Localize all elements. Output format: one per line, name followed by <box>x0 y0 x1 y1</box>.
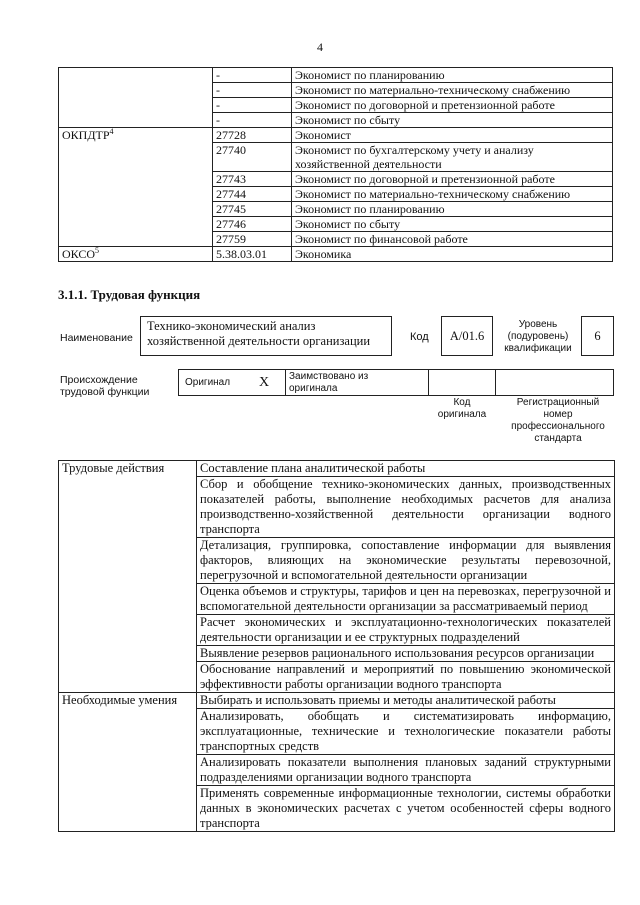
level-value: 6 <box>594 329 601 343</box>
occupation-name: Экономист по договорной и претензионной работе <box>292 98 613 113</box>
original-label: Оригинал <box>185 377 231 388</box>
footnote-mark: 4 <box>109 127 114 136</box>
occupation-name: Экономика <box>292 247 613 262</box>
list-item: Выбирать и использовать приемы и методы аналитической работы <box>197 693 615 709</box>
level-box <box>581 316 614 356</box>
classifier-code: - <box>213 83 292 98</box>
origin-row <box>178 369 614 396</box>
function-code-box <box>441 316 493 356</box>
footnote-mark: 5 <box>95 246 100 255</box>
function-name-box <box>140 316 392 356</box>
classifier-code: 27744 <box>213 187 292 202</box>
classifier-code: 27743 <box>213 172 292 187</box>
labor-actions-table <box>58 460 615 832</box>
classifier-code: 27746 <box>213 217 292 232</box>
codes-row <box>59 247 613 262</box>
borrowed-label: Заимствовано из оригинала <box>289 371 369 394</box>
classifier-name: ОКПДТР <box>62 128 110 142</box>
list-item: Анализировать показатели выполнения плановых заданий структурными подразделениями организации водного транспорта <box>197 755 615 786</box>
list-item: Составление плана аналитической работы <box>197 461 615 477</box>
occupation-name: Экономист по планированию <box>292 202 613 217</box>
occupation-name: Экономист <box>292 128 613 143</box>
group-label: Необходимые умения <box>59 693 197 832</box>
reg-caption: Регистрационный номер профессионального стандарта <box>511 397 605 444</box>
occupation-name: Экономист по материально-техническому снабжению <box>292 83 613 98</box>
classifier-code: - <box>213 113 292 128</box>
function-code: А/01.6 <box>449 329 485 343</box>
divider <box>428 369 429 396</box>
classifier-label <box>59 68 213 128</box>
group-label: Трудовые действия <box>59 461 197 693</box>
classifier-code: - <box>213 98 292 113</box>
list-item: Выявление резервов рационального использования ресурсов организации <box>197 646 615 662</box>
classifier-code: 27740 <box>213 143 292 172</box>
occupation-name: Экономист по сбыту <box>292 113 613 128</box>
list-item: Детализация, группировка, сопоставление информации для выявления факторов, влияющих на экономические результаты перевозочной, перегрузочной и вспомогательной деятельности организации <box>197 538 615 584</box>
code-caption: Код оригинала <box>437 397 487 420</box>
occupation-name: Экономист по договорной и претензионной работе <box>292 172 613 187</box>
list-item: Обоснование направлений и мероприятий по повышению экономической эффективности работы организации водного транспорта <box>197 662 615 693</box>
table-row <box>59 693 615 709</box>
list-item: Расчет экономических и эксплуатационно-технологических показателей деятельности организации и ее структурных подразделений <box>197 615 615 646</box>
original-mark: X <box>259 375 270 390</box>
occupation-name: Экономист по сбыту <box>292 217 613 232</box>
classifier-code: - <box>213 68 292 83</box>
classifier-name: ОКСО <box>62 247 96 261</box>
divider <box>285 369 286 396</box>
function-name: Технико-экономический анализ хозяйственной деятельности организации <box>147 319 371 348</box>
page-number: 4 <box>317 40 323 54</box>
occupation-name: Экономист по финансовой работе <box>292 232 613 247</box>
list-item: Сбор и обобщение технико-экономических данных, производственных показателей работы, выполнение необходимых расчетов для анализа производственно-хозяйственной деятельности организации водного транспорта <box>197 477 615 538</box>
occupation-name: Экономист по материально-техническому снабжению <box>292 187 613 202</box>
codes-row <box>59 128 613 143</box>
list-item: Применять современные информационные технологии, системы обработки данных в экономических расчетах с учетом особенностей сферы водного транспорта <box>197 786 615 832</box>
level-label: Уровень (подуровень) квалификации <box>504 319 572 354</box>
classifier-label <box>59 128 213 247</box>
classifier-code: 27759 <box>213 232 292 247</box>
list-item: Анализировать, обобщать и систематизировать информацию, эксплуатационные, технические и технологические показатели работы транспортных средств <box>197 709 615 755</box>
name-label: Наименование <box>60 332 133 344</box>
classifier-codes-table <box>58 67 613 262</box>
code-label: Код <box>410 331 429 343</box>
occupation-name: Экономист по бухгалтерскому учету и анализу хозяйственной деятельности <box>292 143 613 172</box>
classifier-code: 27745 <box>213 202 292 217</box>
classifier-code: 27728 <box>213 128 292 143</box>
section-title: 3.1.1. Трудовая функция <box>58 287 201 302</box>
codes-row <box>59 68 613 83</box>
classifier-code: 5.38.03.01 <box>213 247 292 262</box>
occupation-name: Экономист по планированию <box>292 68 613 83</box>
table-row <box>59 461 615 477</box>
origin-label: Происхождение трудовой функции <box>60 374 150 398</box>
list-item: Оценка объемов и структуры, тарифов и цен на перевозках, перегрузочной и вспомогательной деятельности организации за рассматриваемый период <box>197 584 615 615</box>
classifier-label <box>59 247 213 262</box>
divider <box>495 369 496 396</box>
